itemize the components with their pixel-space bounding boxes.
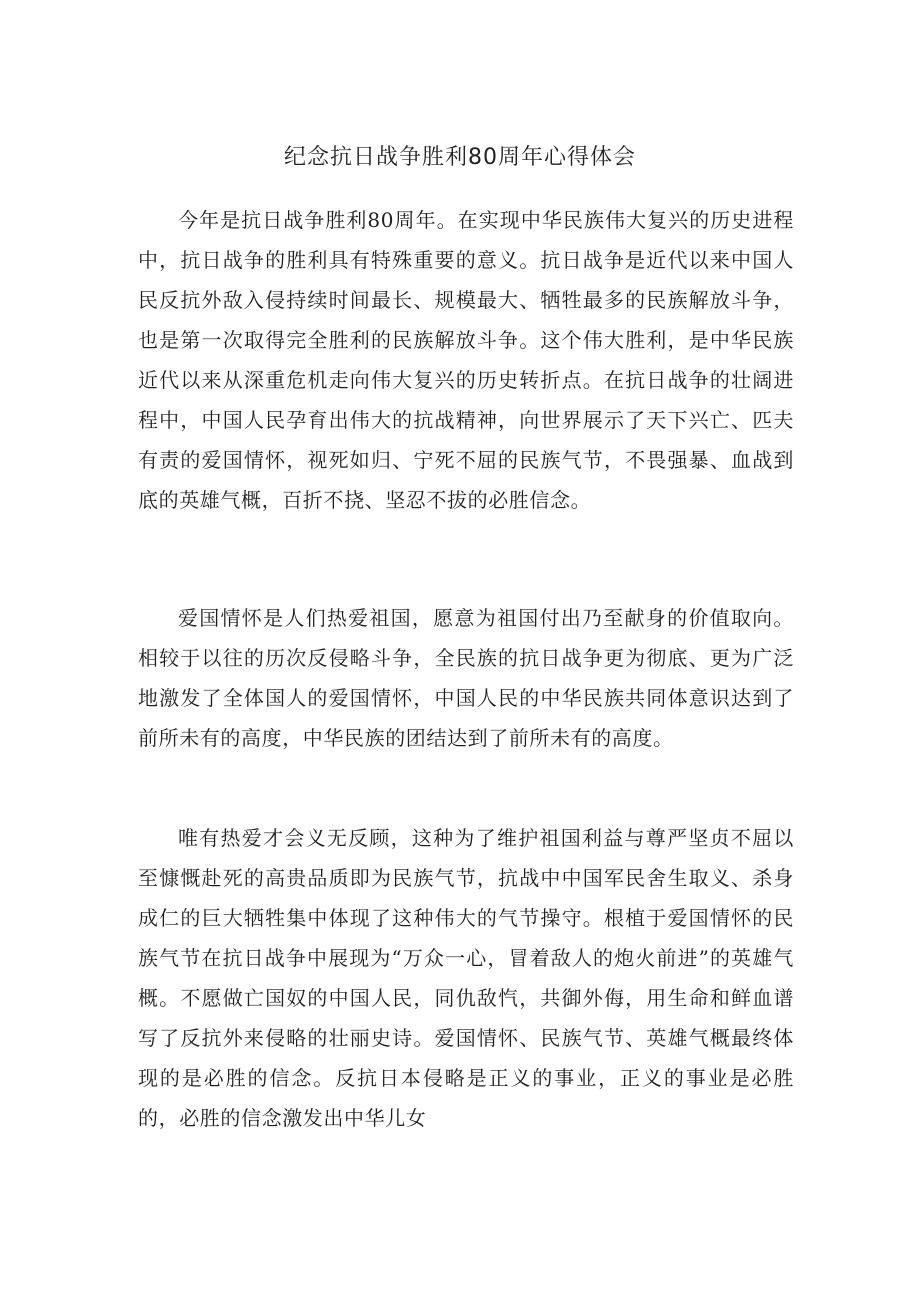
page-title: 纪念抗日战争胜利80周年心得体会 (284, 145, 636, 170)
paragraph-2: 爱国情怀是人们热爱祖国，愿意为祖国付出乃至献身的价值取向。相较于以往的历次反侵略斗争，全民族的抗日战争更为彻底、更为广泛地激发了全体国人的爱国情怀，中国人民的中华民族共同体意识达到了前所未有的高度，中华民族的团结达到了前所未有的高度。 (138, 606, 794, 750)
paragraph-3: 唯有热爱才会义无反顾，这种为了维护祖国利益与尊严坚贞不屈以至慷慨赴死的高贵品质即为民族气节，抗战中中国军民舍生取义、杀身成仁的巨大牺牲集中体现了这种伟大的气节操守。根植于爱国情怀的民族气节在抗日战争中展现为“万众一心，冒着敌人的炮火前进”的英雄气概。不愿做亡国奴的中国人民，同仇敌忾，共御外侮，用生命和鲜血谱写了反抗外来侵略的壮丽史诗。爱国情怀、民族气节、英雄气概最终体现的是必胜的信念。反抗日本侵略是正义的事业，正义的事业是必胜的，必胜的信念激发出中华儿女 (138, 826, 794, 1130)
paragraph-1: 今年是抗日战争胜利80周年。在实现中华民族伟大复兴的历史进程中，抗日战争的胜利具有特殊重要的意义。抗日战争是近代以来中国人民反抗外敌入侵持续时间最长、规模最大、牺牲最多的民族解放斗争，也是第一次取得完全胜利的民族解放斗争。这个伟大胜利，是中华民族近代以来从深重危机走向伟大复兴的历史转折点。在抗日战争的壮阔进程中，中国人民孕育出伟大的抗战精神，向世界展示了天下兴亡、匹夫有责的爱国情怀，视死如归、宁死不屈的民族气节，不畏强暴、血战到底的英雄气概，百折不挠、坚忍不拔的必胜信念。 (138, 208, 794, 512)
